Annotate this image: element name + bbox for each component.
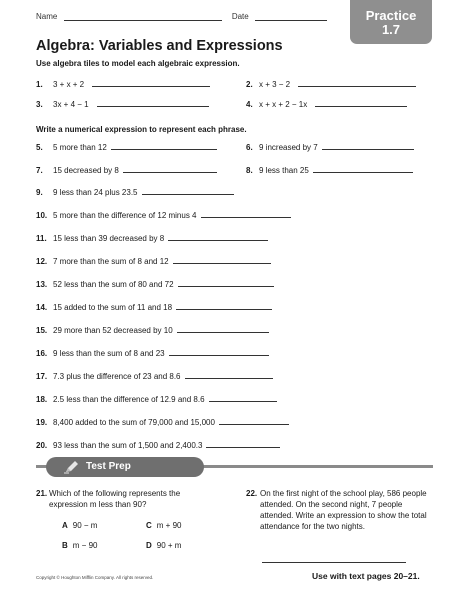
question-text: Which of the following represents the expression m less than 90? [49, 489, 181, 509]
section1-instruction: Use algebra tiles to model each algebraic expression. [36, 59, 240, 68]
problem-20 [36, 441, 280, 450]
problem-text: 93 less than the sum of 1,500 and 2,400.3 [53, 441, 203, 450]
answer-line-22[interactable] [262, 562, 406, 563]
choice-text: m − 90 [72, 541, 98, 550]
problem-number: 8. [246, 166, 253, 175]
problem-text: 15 less than 39 decreased by 8 [53, 234, 165, 243]
problem-12 [36, 257, 271, 266]
problem-number: 20. [36, 441, 48, 450]
answer-blank[interactable] [123, 172, 217, 173]
problem-number: 14. [36, 303, 48, 312]
problem-17 [36, 372, 273, 381]
answer-blank[interactable] [313, 172, 413, 173]
problem-15 [36, 326, 269, 335]
problem-text: 52 less than the sum of 80 and 72 [53, 280, 174, 289]
problem-number: 15. [36, 326, 48, 335]
problem-text: x + 3 − 2 [259, 80, 291, 89]
answer-blank[interactable] [111, 149, 217, 150]
use-with-text: Use with text pages 20–21. [312, 571, 420, 581]
choice-text: 90 + m [156, 541, 182, 550]
answer-blank[interactable] [206, 447, 280, 448]
choice-letter: D [146, 541, 152, 550]
problem-text: 3x + 4 − 1 [53, 100, 89, 109]
problem-text: 7.3 plus the difference of 23 and 8.6 [53, 372, 181, 381]
question-21 [36, 488, 226, 512]
name-date-row [36, 12, 327, 21]
choice-letter: B [62, 541, 68, 550]
practice-label: Practice [365, 8, 417, 23]
problem-number: 17. [36, 372, 48, 381]
problem-text: 3 + x + 2 [53, 80, 85, 89]
answer-blank[interactable] [92, 86, 210, 87]
choice-text: m + 90 [156, 521, 182, 530]
problem-number: 2. [246, 80, 253, 89]
problem-number: 4. [246, 100, 253, 109]
choice-text: 90 − m [72, 521, 98, 530]
answer-blank[interactable] [169, 355, 269, 356]
problem-11 [36, 234, 268, 243]
choice-b[interactable] [62, 541, 97, 550]
pencil-icon [64, 460, 79, 474]
problem-number: 7. [36, 166, 43, 175]
problem-text: 15 decreased by 8 [53, 166, 119, 175]
question-text: On the first night of the school play, 586 people attended. On the second night, 7 people attended. Write an expression to show the total attendance for the two nights. [260, 489, 427, 531]
problem-text: 29 more than 52 decreased by 10 [53, 326, 173, 335]
problem-text: x + x + 2 − 1x [259, 100, 308, 109]
problem-number: 9. [36, 188, 43, 197]
answer-blank[interactable] [219, 424, 289, 425]
problem-number: 10. [36, 211, 48, 220]
problem-14 [36, 303, 272, 312]
practice-badge [350, 0, 432, 44]
answer-blank[interactable] [173, 263, 271, 264]
problem-number: 5. [36, 143, 43, 152]
problem-18 [36, 395, 277, 404]
problem-19 [36, 418, 289, 427]
answer-blank[interactable] [142, 194, 234, 195]
problem-text: 9 less than 25 [259, 166, 309, 175]
date-label: Date [231, 12, 249, 21]
question-number: 22. [246, 489, 258, 498]
answer-blank[interactable] [209, 401, 277, 402]
choice-d[interactable] [146, 541, 181, 550]
problem-8 [246, 166, 413, 175]
problem-9 [36, 188, 234, 197]
choice-letter: A [62, 521, 68, 530]
choice-c[interactable] [146, 521, 181, 530]
problem-5 [36, 143, 217, 152]
date-field[interactable] [255, 20, 327, 21]
problem-13 [36, 280, 274, 289]
section2-instruction: Write a numerical expression to represent each phrase. [36, 125, 247, 134]
question-number: 21. [36, 489, 48, 498]
problem-number: 16. [36, 349, 48, 358]
problem-text: 7 more than the sum of 8 and 12 [53, 257, 169, 266]
practice-number: 1.7 [381, 22, 401, 37]
choice-a[interactable] [62, 521, 97, 530]
problem-4 [246, 100, 407, 109]
problem-text: 9 less than 24 plus 23.5 [53, 188, 138, 197]
answer-blank[interactable] [322, 149, 414, 150]
problem-3 [36, 100, 209, 109]
problem-text: 5 more than the difference of 12 minus 4 [53, 211, 197, 220]
problem-10 [36, 211, 291, 220]
answer-blank[interactable] [298, 86, 416, 87]
problem-number: 3. [36, 100, 43, 109]
answer-blank[interactable] [315, 106, 407, 107]
page-title: Algebra: Variables and Expressions [36, 38, 283, 54]
problem-text: 2.5 less than the difference of 12.9 and 8.6 [53, 395, 205, 404]
problem-text: 9 increased by 7 [259, 143, 318, 152]
test-prep-pill [46, 457, 204, 477]
answer-blank[interactable] [201, 217, 291, 218]
test-prep-banner [36, 457, 433, 479]
problem-1 [36, 80, 210, 89]
name-label: Name [36, 12, 58, 21]
answer-blank[interactable] [185, 378, 273, 379]
problem-text: 5 more than 12 [53, 143, 107, 152]
problem-number: 12. [36, 257, 48, 266]
answer-blank[interactable] [178, 286, 274, 287]
choice-letter: C [146, 521, 152, 530]
problem-text: 15 added to the sum of 11 and 18 [53, 303, 173, 312]
problem-7 [36, 166, 217, 175]
test-prep-label: Test Prep [86, 461, 131, 472]
answer-blank[interactable] [177, 332, 269, 333]
problem-6 [246, 143, 414, 152]
answer-blank[interactable] [176, 309, 272, 310]
problem-2 [246, 80, 416, 89]
problem-number: 1. [36, 80, 43, 89]
problem-text: 9 less than the sum of 8 and 23 [53, 349, 165, 358]
copyright: Copyright © Houghton Mifflin Company. All rights reserved. [36, 575, 154, 580]
problem-16 [36, 349, 269, 358]
question-22 [246, 488, 436, 548]
answer-blank[interactable] [168, 240, 268, 241]
problem-number: 19. [36, 418, 48, 427]
problem-number: 11. [36, 234, 47, 243]
name-field[interactable] [64, 20, 222, 21]
problem-number: 13. [36, 280, 48, 289]
problem-text: 8,400 added to the sum of 79,000 and 15,000 [53, 418, 215, 427]
answer-blank[interactable] [97, 106, 209, 107]
problem-number: 18. [36, 395, 48, 404]
problem-number: 6. [246, 143, 253, 152]
